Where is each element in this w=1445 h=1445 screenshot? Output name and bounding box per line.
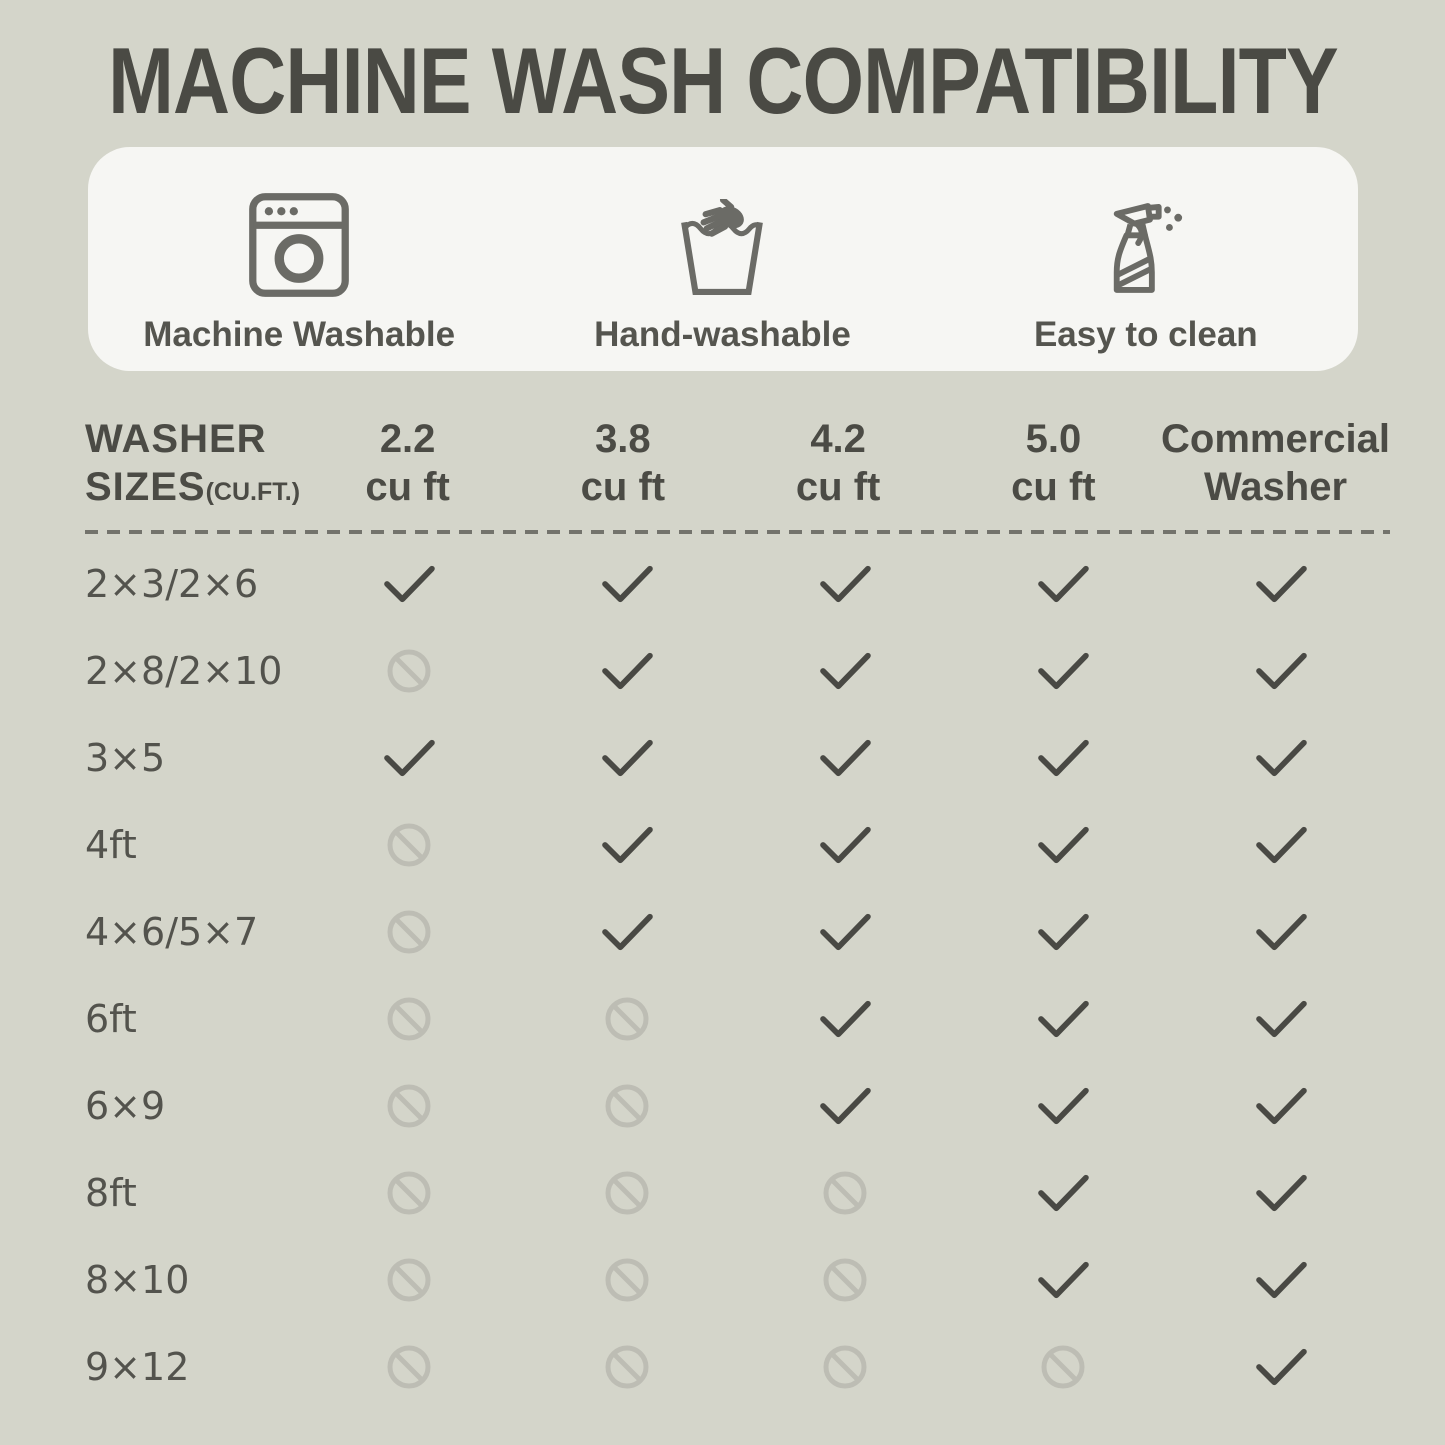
prohibited-icon [821,1169,869,1217]
cell-check [954,824,1172,866]
cell-not-compatible [300,647,518,695]
table-header [85,415,1390,513]
check-icon [380,563,438,605]
check-icon [816,650,874,692]
row-label: 3×5 [85,735,166,780]
cell-not-compatible [736,1343,954,1391]
cell-check [736,911,954,953]
check-icon [816,1085,874,1127]
cell-check [954,650,1172,692]
check-icon [598,563,656,605]
prohibited-icon [385,1082,433,1130]
cell-not-compatible [518,1256,736,1304]
check-icon [1034,737,1092,779]
prohibited-icon [385,1169,433,1217]
feature-label-hand-washable: Hand-washable [594,314,851,354]
cell-not-compatible [300,1256,518,1304]
row-label: 9×12 [85,1344,190,1389]
check-icon [380,737,438,779]
cell-check [518,824,736,866]
prohibited-icon [385,1256,433,1304]
table-body [85,540,1390,1410]
prohibited-icon [385,1343,433,1391]
cell-not-compatible [736,1256,954,1304]
cell-not-compatible [300,1343,518,1391]
cell-not-compatible [518,995,736,1043]
table-row [85,975,1390,1062]
cell-not-compatible [300,1169,518,1217]
row-label: 6ft [85,996,137,1041]
cell-check [1172,1172,1390,1214]
check-icon [1034,1085,1092,1127]
title-wrap [0,0,1445,131]
prohibited-icon [385,821,433,869]
cell-check [300,563,518,605]
check-icon [1252,824,1310,866]
cell-check [1172,1085,1390,1127]
cell-check [954,911,1172,953]
feature-label-easy-to-clean: Easy to clean [1033,314,1258,354]
cell-check [1172,911,1390,953]
check-icon [1252,998,1310,1040]
cell-check [1172,1346,1390,1388]
check-icon [1034,998,1092,1040]
washing-machine-icon [247,191,351,299]
check-icon [1034,1172,1092,1214]
cell-check [954,998,1172,1040]
row-label: 2×8/2×10 [85,648,283,693]
cell-not-compatible [300,995,518,1043]
compatibility-table [0,415,1445,1411]
table-row [85,888,1390,975]
table-row [85,540,1390,627]
column-header-5-0: 5.0 cu ft [1011,416,1096,510]
check-icon [816,911,874,953]
check-icon [1252,1085,1310,1127]
hand-wash-icon [677,199,767,299]
cell-check [736,737,954,779]
cell-check [518,737,736,779]
cell-not-compatible [300,821,518,869]
prohibited-icon [821,1256,869,1304]
check-icon [598,911,656,953]
check-icon [1034,911,1092,953]
cell-check [736,563,954,605]
table-row [85,627,1390,714]
cell-not-compatible [300,1082,518,1130]
prohibited-icon [603,1082,651,1130]
check-icon [598,824,656,866]
cell-check [736,650,954,692]
check-icon [1252,1259,1310,1301]
cell-not-compatible [518,1343,736,1391]
check-icon [1034,824,1092,866]
row-label: 4ft [85,822,137,867]
table-row [85,801,1390,888]
cell-check [1172,824,1390,866]
check-icon [1034,650,1092,692]
spray-bottle-icon [1105,195,1187,299]
cell-check [954,563,1172,605]
check-icon [1252,650,1310,692]
cell-not-compatible [736,1169,954,1217]
check-icon [816,824,874,866]
check-icon [816,737,874,779]
prohibited-icon [603,1256,651,1304]
cell-check [518,563,736,605]
table-row [85,1236,1390,1323]
check-icon [1252,737,1310,779]
page-title: MACHINE WASH COMPATIBILITY [107,28,1338,133]
row-label: 4×6/5×7 [85,909,259,954]
features-card [88,147,1358,371]
cell-check [518,650,736,692]
check-icon [1034,1259,1092,1301]
row-header: WASHER SIZES(CU.FT.) [85,417,301,510]
feature-label-machine-washable: Machine Washable [143,314,456,354]
prohibited-icon [603,1343,651,1391]
cell-check [1172,1259,1390,1301]
check-icon [1252,1172,1310,1214]
check-icon [1252,911,1310,953]
check-icon [1034,563,1092,605]
prohibited-icon [821,1343,869,1391]
cell-check [1172,998,1390,1040]
cell-check [736,998,954,1040]
column-header-commercial: Commercial Washer [1161,416,1390,510]
row-label: 8ft [85,1170,137,1215]
table-row [85,714,1390,801]
cell-check [1172,650,1390,692]
header-divider [85,530,1390,534]
cell-check [954,737,1172,779]
column-header-3-8: 3.8 cu ft [580,416,666,510]
cell-not-compatible [954,1343,1172,1391]
check-icon [1252,563,1310,605]
prohibited-icon [603,1169,651,1217]
cell-not-compatible [518,1082,736,1130]
cell-check [1172,737,1390,779]
check-icon [598,737,656,779]
table-row [85,1323,1390,1410]
cell-check [300,737,518,779]
feature-hand-washable [511,147,934,371]
check-icon [1252,1346,1310,1388]
prohibited-icon [1039,1343,1087,1391]
prohibited-icon [603,995,651,1043]
feature-machine-washable [88,147,511,371]
table-row [85,1149,1390,1236]
row-label: 2×3/2×6 [85,561,259,606]
column-header-4-2: 4.2 cu ft [795,416,881,510]
check-icon [598,650,656,692]
prohibited-icon [385,647,433,695]
cell-check [954,1259,1172,1301]
check-icon [816,563,874,605]
column-header-2-2: 2.2 cu ft [365,416,450,510]
prohibited-icon [385,908,433,956]
cell-not-compatible [518,1169,736,1217]
cell-check [954,1085,1172,1127]
row-label: 6×9 [85,1083,166,1128]
row-label: 8×10 [85,1257,190,1302]
prohibited-icon [385,995,433,1043]
feature-easy-to-clean [934,147,1357,371]
cell-check [518,911,736,953]
cell-check [1172,563,1390,605]
check-icon [816,998,874,1040]
table-row [85,1062,1390,1149]
cell-not-compatible [300,908,518,956]
cell-check [954,1172,1172,1214]
cell-check [736,1085,954,1127]
cell-check [736,824,954,866]
